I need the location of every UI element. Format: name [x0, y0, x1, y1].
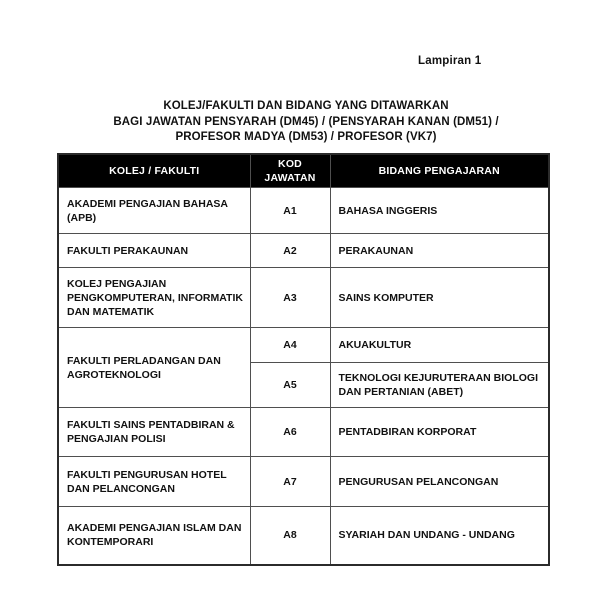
title-line-2: BAGI JAWATAN PENSYARAH (DM45) / (PENSYARAH KANAN (DM51) /	[113, 115, 499, 128]
title-line-3: PROFESOR MADYA (DM53) / PROFESOR (VK7)	[175, 131, 437, 143]
kod-cell: A8	[250, 507, 330, 565]
kod-cell: A3	[250, 268, 330, 328]
kolej-cell: FAKULTI PERAKAUNAN	[58, 234, 250, 268]
bidang-cell: PERAKAUNAN	[330, 234, 549, 268]
bidang-cell: TEKNOLOGI KEJURUTERAAN BIOLOGI DAN PERTANIAN (ABET)	[330, 363, 549, 408]
header-bidang-pengajaran: BIDANG PENGAJARAN	[330, 154, 549, 188]
table-row-a4	[58, 328, 549, 363]
title-line-1: KOLEJ/FAKULTI DAN BIDANG YANG DITAWARKAN	[163, 100, 449, 112]
bidang-cell: AKUAKULTUR	[330, 328, 549, 363]
kod-cell: A6	[250, 408, 330, 457]
table-row-a3	[58, 268, 549, 328]
kod-cell: A4	[250, 328, 330, 363]
table-row-a6	[58, 408, 549, 457]
faculty-offerings-table	[57, 153, 550, 566]
kod-cell: A7	[250, 457, 330, 507]
bidang-cell: PENTADBIRAN KORPORAT	[330, 408, 549, 457]
kod-cell: A2	[250, 234, 330, 268]
bidang-cell: BAHASA INGGERIS	[330, 188, 549, 234]
table-row-a2	[58, 234, 549, 268]
page-annotation: Lampiran 1	[418, 55, 482, 67]
header-kod-jawatan: KOD JAWATAN	[250, 154, 330, 188]
kolej-cell: FAKULTI PENGURUSAN HOTEL DAN PELANCONGAN	[58, 457, 250, 507]
kod-cell: A5	[250, 363, 330, 408]
kod-cell: A1	[250, 188, 330, 234]
table-header-row	[58, 154, 549, 188]
kolej-cell: AKADEMI PENGAJIAN ISLAM DAN KONTEMPORARI	[58, 507, 250, 565]
table-row-a1	[58, 188, 549, 234]
kolej-cell: FAKULTI SAINS PENTADBIRAN & PENGAJIAN POLISI	[58, 408, 250, 457]
kolej-cell: AKADEMI PENGAJIAN BAHASA (APB)	[58, 188, 250, 234]
bidang-cell: SAINS KOMPUTER	[330, 268, 549, 328]
table-row-a8	[58, 507, 549, 565]
kolej-cell-merged: FAKULTI PERLADANGAN DAN AGROTEKNOLOGI	[58, 328, 250, 408]
bidang-cell: PENGURUSAN PELANCONGAN	[330, 457, 549, 507]
table-row-a7	[58, 457, 549, 507]
header-kolej-fakulti: KOLEJ / FAKULTI	[58, 154, 250, 188]
kolej-cell: KOLEJ PENGAJIAN PENGKOMPUTERAN, INFORMATIK DAN MATEMATIK	[58, 268, 250, 328]
bidang-cell: SYARIAH DAN UNDANG - UNDANG	[330, 507, 549, 565]
document-title	[0, 99, 600, 146]
